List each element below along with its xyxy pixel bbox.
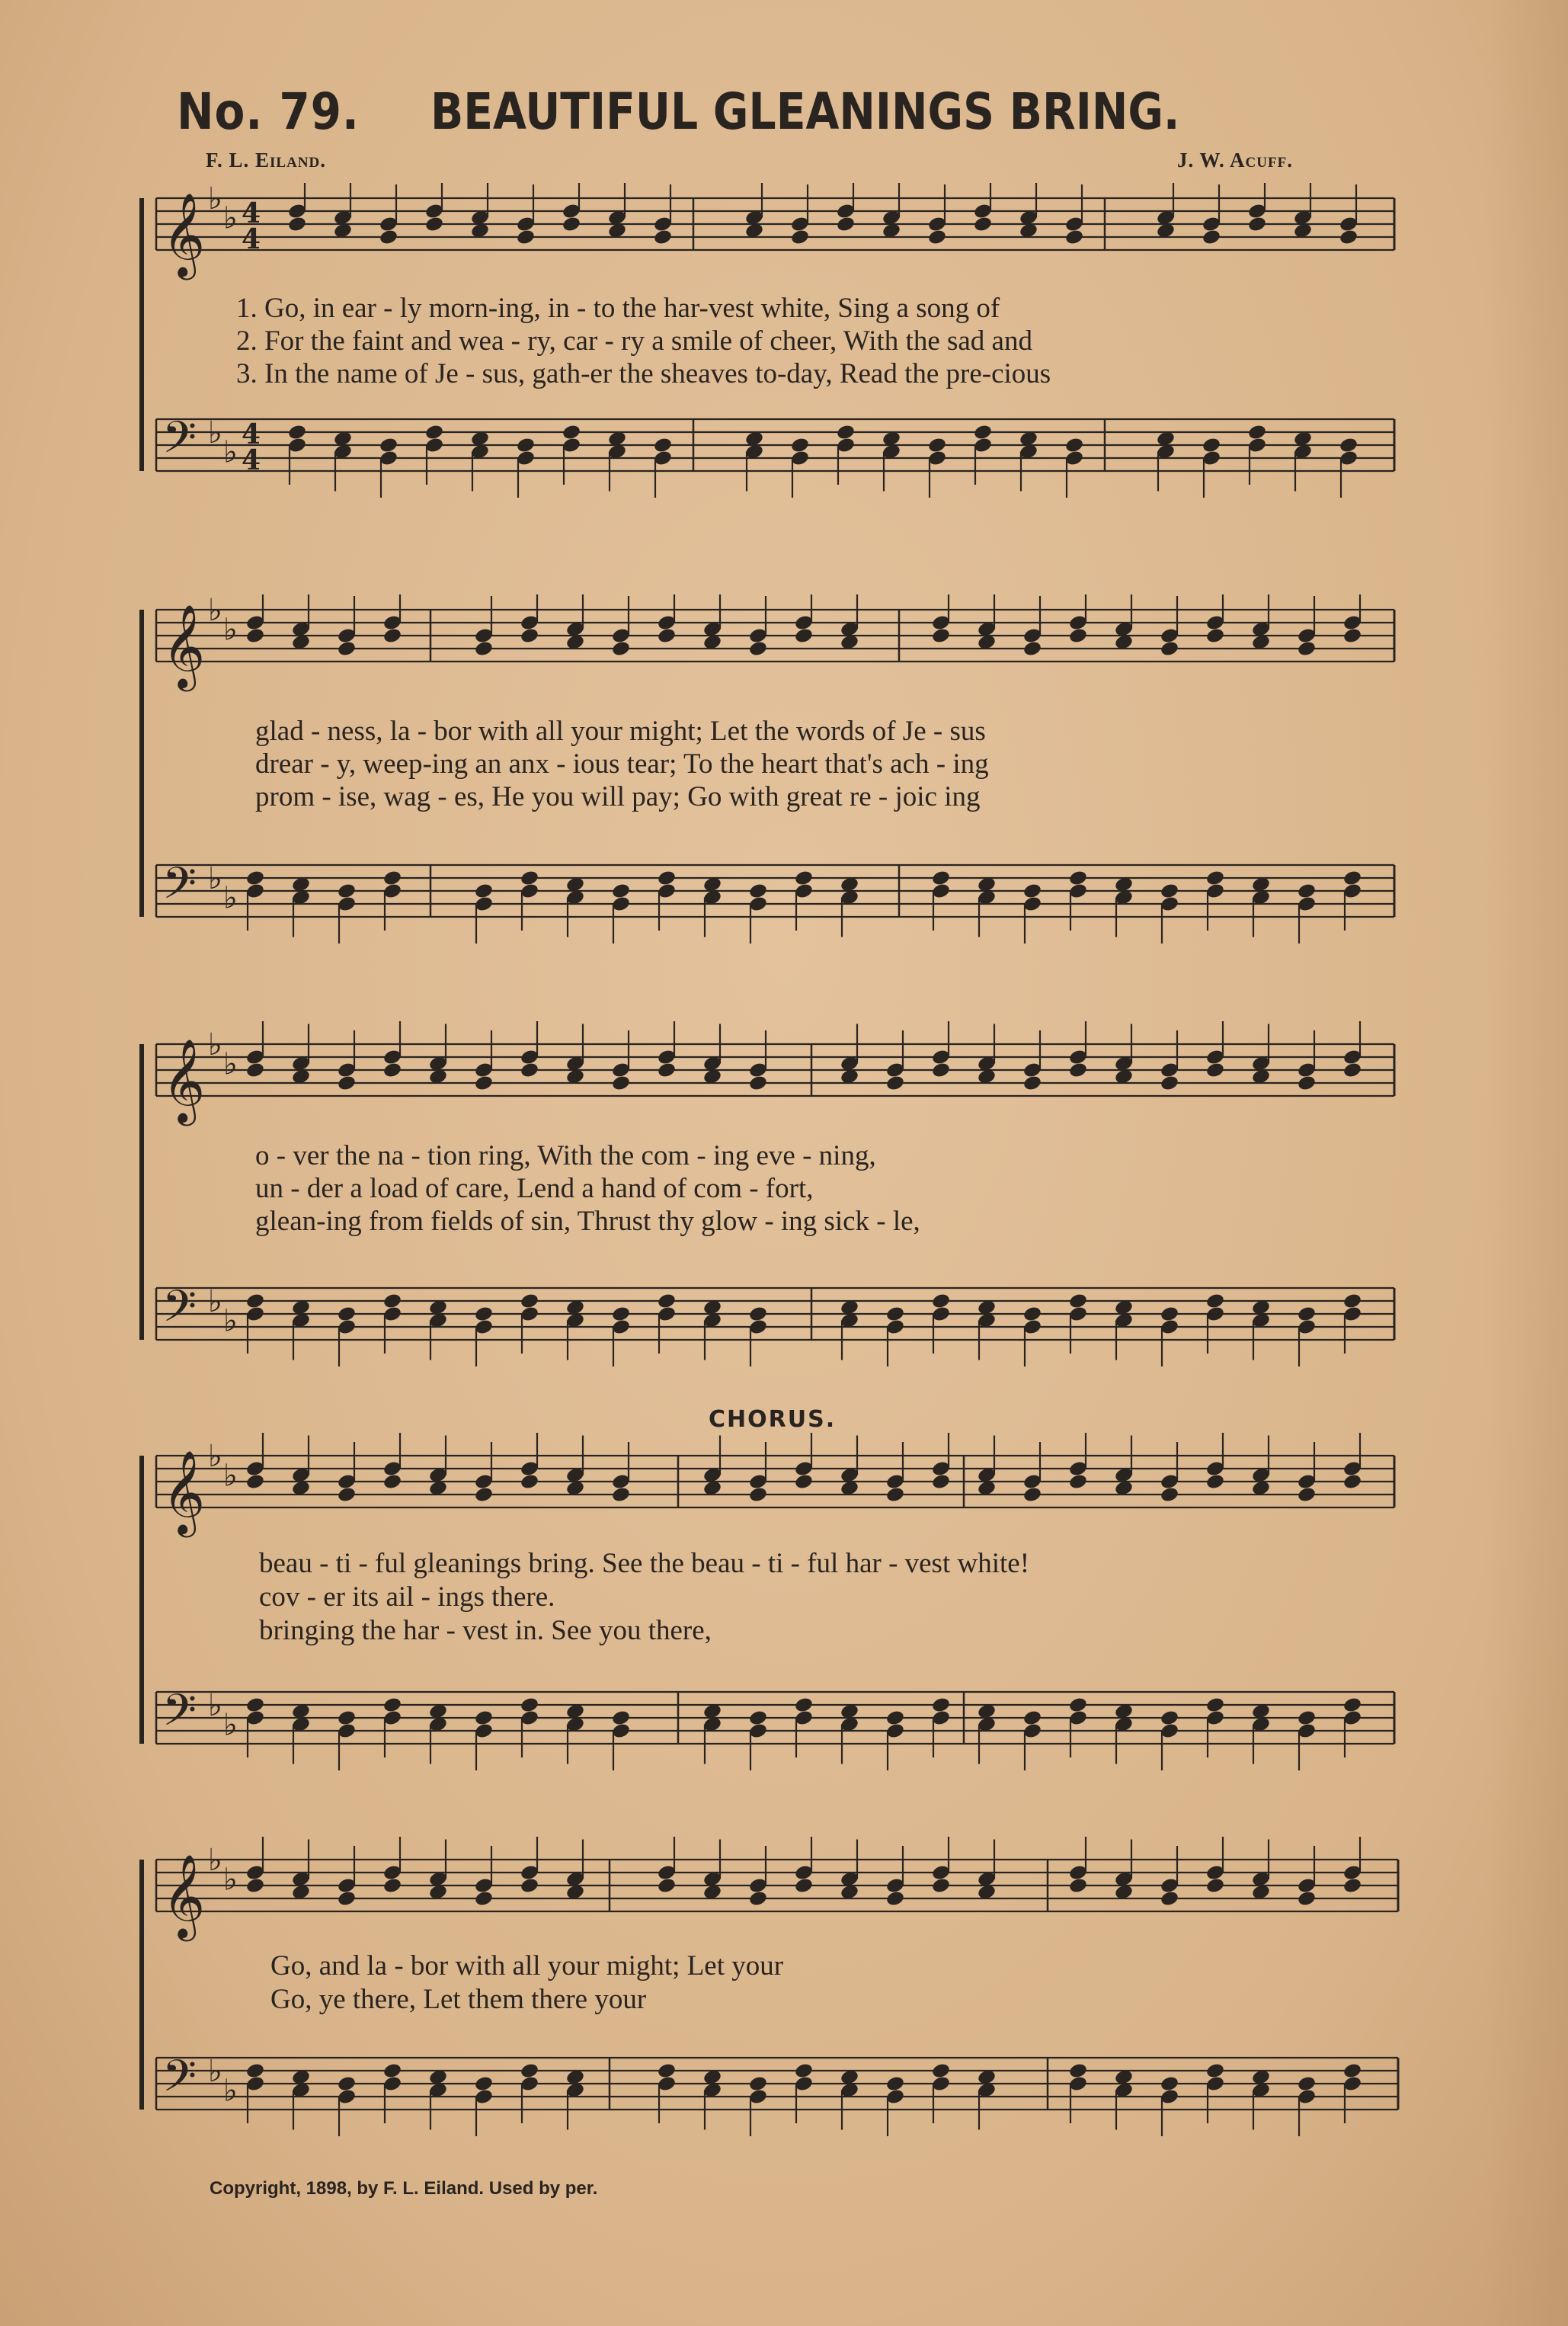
note-head (337, 1306, 357, 1323)
note-head (836, 424, 856, 441)
flat-sign-icon: ♭ (208, 1284, 222, 1319)
note-head (931, 1293, 951, 1310)
note-head (516, 229, 536, 246)
staff-pair-4 (0, 1433, 1568, 1799)
note-head (748, 883, 768, 900)
note-head (474, 1890, 494, 1908)
lyric-line-5-verse-2: Go, ye there, Let them there your (270, 1984, 647, 2015)
note-head (1068, 1473, 1088, 1491)
flat-sign-icon: ♭ (208, 415, 222, 450)
note-head (1205, 1293, 1225, 1310)
note-head (790, 229, 810, 246)
note-head (931, 627, 951, 645)
flat-sign-icon: ♭ (223, 200, 238, 236)
note-head (337, 2075, 357, 2093)
note-head (748, 1486, 768, 1504)
note-head (794, 870, 814, 887)
note-head (245, 1696, 265, 1714)
note-head (245, 627, 265, 645)
flat-sign-icon: ♭ (223, 434, 238, 470)
hymn-number: No. 79. (177, 82, 360, 141)
system-bracket (139, 1456, 144, 1744)
note-head (382, 1877, 402, 1895)
note-head (379, 229, 398, 246)
note-head (748, 2075, 768, 2093)
note-head (287, 424, 307, 441)
note-head (1247, 424, 1267, 441)
note-head (337, 640, 357, 658)
note-head (382, 627, 402, 645)
note-head (1339, 437, 1358, 454)
note-head (520, 1696, 539, 1714)
note-head (1297, 1075, 1317, 1092)
copyright-notice: Copyright, 1898, by F. L. Eiland. Used by per. (210, 2178, 598, 2199)
note-head (562, 424, 581, 441)
note-head (474, 1709, 494, 1727)
note-head (287, 216, 307, 233)
note-head (1160, 883, 1179, 900)
note-head (337, 1890, 357, 1908)
note-head (1160, 1890, 1179, 1908)
music-system-3 (0, 1021, 1568, 1387)
note-head (611, 640, 631, 658)
note-head (337, 1075, 357, 1092)
note-head (973, 424, 993, 441)
note-head (1247, 216, 1267, 233)
note-head (424, 424, 444, 441)
note-head (794, 1877, 814, 1895)
note-head (885, 1709, 905, 1727)
note-head (1297, 1890, 1317, 1908)
note-head (973, 216, 993, 233)
note-head (1342, 1062, 1362, 1079)
note-head (657, 1877, 677, 1895)
flat-sign-icon: ♭ (208, 1688, 222, 1723)
note-head (931, 1877, 951, 1895)
note-head (520, 627, 539, 645)
time-signature-numerator: 4 (242, 197, 261, 229)
music-system-1 (0, 183, 1568, 533)
note-head (1342, 1473, 1362, 1491)
system-bracket (139, 198, 144, 471)
note-head (337, 883, 357, 900)
note-head (1297, 883, 1317, 900)
chorus-label: CHORUS. (709, 1406, 837, 1433)
note-head (885, 1306, 905, 1323)
bass-clef-icon: 𝄢 (162, 1684, 197, 1747)
note-head (1297, 1709, 1317, 1727)
flat-sign-icon: ♭ (208, 183, 222, 216)
note-head (885, 2075, 905, 2093)
note-head (885, 1890, 905, 1908)
note-head (1297, 1306, 1317, 1323)
note-head (611, 1486, 631, 1504)
note-head (382, 1293, 402, 1310)
note-head (245, 1877, 265, 1895)
note-head (885, 1486, 905, 1504)
note-head (474, 1306, 494, 1323)
note-head (474, 1486, 494, 1504)
note-head (516, 437, 536, 454)
note-head (1342, 1877, 1362, 1895)
lyricist-credit: F. L. Eiland. (206, 149, 327, 171)
note-head (382, 2062, 402, 2080)
note-head (794, 627, 814, 645)
bass-clef-icon: 𝄢 (162, 2050, 197, 2113)
music-system-4 (0, 1433, 1568, 1799)
note-head (1205, 1062, 1225, 1079)
flat-sign-icon: ♭ (208, 2054, 222, 2089)
note-head (474, 2075, 494, 2093)
note-head (1205, 1696, 1225, 1714)
note-head (653, 229, 673, 246)
note-head (1160, 1486, 1179, 1504)
note-head (748, 640, 768, 658)
note-head (474, 1075, 494, 1092)
note-head (1342, 870, 1362, 887)
note-head (885, 1075, 905, 1092)
note-head (657, 870, 677, 887)
note-head (1342, 627, 1362, 645)
note-head (611, 1709, 631, 1727)
note-head (653, 437, 673, 454)
lyric-line-4-verse-1: beau - ti - ful gleanings bring. See the beau - ti - ful har - vest white! (259, 1548, 1030, 1579)
treble-clef-icon: 𝄞 (162, 604, 206, 688)
note-head (1022, 1486, 1042, 1504)
staff-pair-5 (0, 1837, 1568, 2172)
flat-sign-icon: ♭ (223, 612, 238, 648)
note-head (1202, 437, 1221, 454)
flat-sign-icon: ♭ (223, 1458, 238, 1494)
system-bracket (139, 1860, 144, 2110)
note-head (337, 1486, 357, 1504)
note-head (794, 1473, 814, 1491)
note-head (245, 1473, 265, 1491)
note-head (1068, 1293, 1088, 1310)
note-head (931, 1062, 951, 1079)
music-system-2 (0, 594, 1568, 945)
note-head (1064, 229, 1084, 246)
note-head (1205, 627, 1225, 645)
note-head (1068, 1062, 1088, 1079)
note-head (931, 870, 951, 887)
note-head (931, 1696, 951, 1714)
treble-clef-icon: 𝄞 (162, 1450, 206, 1534)
lyric-line-1-verse-1: 1. Go, in ear - ly morn-ing, in - to the har-vest white, Sing a song of (236, 293, 1000, 324)
note-head (657, 2062, 677, 2080)
flat-sign-icon: ♭ (208, 594, 222, 628)
note-head (748, 1890, 768, 1908)
lyric-line-1-verse-2: 2. For the faint and wea - ry, car - ry a smile of cheer, With the sad and (236, 325, 1032, 357)
note-head (562, 216, 581, 233)
lyric-line-4-verse-2: cov - er its ail - ings there. (259, 1581, 555, 1613)
note-head (1068, 2062, 1088, 2080)
note-head (611, 1306, 631, 1323)
lyric-line-5-verse-1: Go, and la - bor with all your might; Let your (270, 1950, 784, 1982)
flat-sign-icon: ♭ (208, 1843, 222, 1878)
note-head (1022, 1709, 1042, 1727)
note-head (520, 1473, 539, 1491)
note-head (1339, 229, 1358, 246)
hymn-title: BEAUTIFUL GLEANINGS BRING. (430, 82, 1180, 141)
note-head (1160, 640, 1179, 658)
lyric-line-4-verse-3: bringing the har - vest in. See you there, (259, 1615, 712, 1646)
note-head (520, 1877, 539, 1895)
flat-sign-icon: ♭ (223, 1707, 238, 1743)
note-head (382, 1062, 402, 1079)
note-head (382, 870, 402, 887)
flat-sign-icon: ♭ (223, 1862, 238, 1898)
time-signature-denominator: 4 (242, 223, 261, 255)
note-head (245, 2062, 265, 2080)
treble-clef-icon: 𝄞 (162, 1039, 206, 1123)
note-head (520, 2062, 539, 2080)
flat-sign-icon: ♭ (208, 1439, 222, 1474)
flat-sign-icon: ♭ (223, 1303, 238, 1339)
note-head (1160, 1075, 1179, 1092)
lyric-line-2-verse-2: drear - y, weep-ing an anx - ious tear; To the heart that's ach - ing (255, 748, 989, 780)
lyric-line-3-verse-2: un - der a load of care, Lend a hand of com - fort, (255, 1173, 814, 1204)
composer-credit: J. W. Acuff. (1177, 149, 1293, 171)
lyric-line-2-verse-3: prom - ise, wag - es, He you will pay; Go with great re - joic ing (255, 781, 981, 812)
bass-clef-icon: 𝄢 (162, 857, 197, 920)
note-head (1068, 1696, 1088, 1714)
note-head (520, 1293, 539, 1310)
lyric-line-3-verse-3: glean-ing from fields of sin, Thrust thy glow - ing sick - le, (255, 1206, 920, 1237)
treble-clef-icon: 𝄞 (162, 193, 206, 277)
note-head (1068, 1877, 1088, 1895)
note-head (1342, 1293, 1362, 1310)
bass-clef-icon: 𝄢 (162, 1280, 197, 1343)
note-head (1205, 870, 1225, 887)
note-head (1160, 1709, 1179, 1727)
note-head (611, 1075, 631, 1092)
note-head (520, 1062, 539, 1079)
note-head (931, 2062, 951, 2080)
note-head (1342, 2062, 1362, 2080)
note-head (790, 437, 810, 454)
note-head (1160, 1306, 1179, 1323)
note-head (611, 883, 631, 900)
note-head (337, 1709, 357, 1727)
flat-sign-icon: ♭ (223, 2073, 238, 2109)
flat-sign-icon: ♭ (208, 861, 222, 896)
note-head (1022, 1306, 1042, 1323)
note-head (520, 870, 539, 887)
time-signature-denominator: 4 (242, 444, 261, 476)
note-head (836, 216, 856, 233)
note-head (748, 1075, 768, 1092)
note-head (1068, 870, 1088, 887)
note-head (474, 883, 494, 900)
note-head (1205, 1473, 1225, 1491)
note-head (382, 1696, 402, 1714)
note-head (931, 1473, 951, 1491)
lyric-line-1-verse-3: 3. In the name of Je - sus, gath-er the sheaves to-day, Read the pre-cious (236, 358, 1051, 389)
system-bracket (139, 1044, 144, 1340)
time-signature-numerator: 4 (242, 418, 261, 450)
note-head (1068, 627, 1088, 645)
note-head (1205, 1877, 1225, 1895)
note-head (657, 1293, 677, 1310)
flat-sign-icon: ♭ (223, 880, 238, 916)
flat-sign-icon: ♭ (208, 1027, 222, 1062)
note-head (1297, 1486, 1317, 1504)
note-head (657, 1062, 677, 1079)
note-head (1297, 2075, 1317, 2093)
lyric-line-3-verse-1: o - ver the na - tion ring, With the com - ing eve - ning, (255, 1140, 876, 1171)
flat-sign-icon: ♭ (223, 1046, 238, 1082)
lyric-line-2-verse-1: glad - ness, la - bor with all your might; Let the words of Je - sus (255, 716, 986, 747)
note-head (1205, 2062, 1225, 2080)
note-head (1022, 1075, 1042, 1092)
note-head (424, 216, 444, 233)
note-head (748, 1306, 768, 1323)
note-head (1342, 1696, 1362, 1714)
note-head (1202, 229, 1221, 246)
treble-clef-icon: 𝄞 (162, 1854, 206, 1938)
note-head (794, 2062, 814, 2080)
note-head (245, 870, 265, 887)
note-head (657, 627, 677, 645)
note-head (1160, 2075, 1179, 2093)
system-bracket (139, 610, 144, 917)
note-head (245, 1062, 265, 1079)
note-head (245, 1293, 265, 1310)
note-head (927, 229, 947, 246)
note-head (748, 1709, 768, 1727)
music-system-5 (0, 1837, 1568, 2172)
note-head (474, 640, 494, 658)
note-head (382, 1473, 402, 1491)
note-head (379, 437, 398, 454)
note-head (1064, 437, 1084, 454)
note-head (927, 437, 947, 454)
note-head (1022, 883, 1042, 900)
bass-clef-icon: 𝄢 (162, 412, 197, 474)
note-head (1297, 640, 1317, 658)
note-head (1022, 640, 1042, 658)
note-head (794, 1696, 814, 1714)
